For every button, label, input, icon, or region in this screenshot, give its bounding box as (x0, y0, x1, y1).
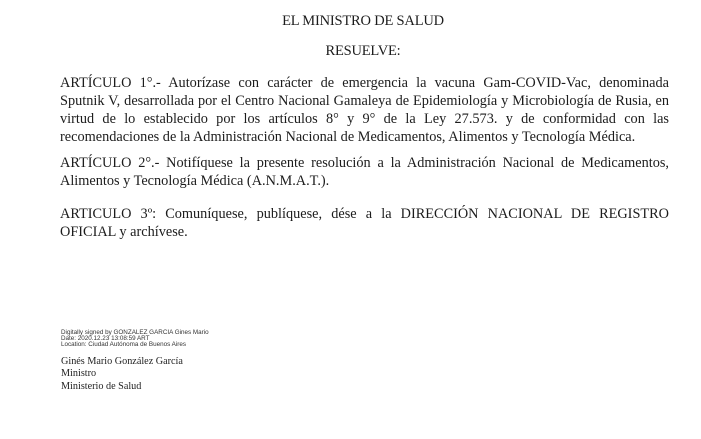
resolves-heading: RESUELVE: (325, 43, 401, 59)
signature-location: Location: Ciudad Autónoma de Buenos Aires (61, 341, 186, 348)
signature-signed-by: Digitally signed by GONZALEZ GARCIA Gines Mario (61, 329, 209, 336)
document-title: EL MINISTRO DE SALUD (282, 13, 444, 29)
signer-position: Ministro (61, 368, 97, 380)
digital-signature-block (61, 330, 209, 348)
article-2: ARTÍCULO 2°.- Notifíquese la presente resolución a la Administración Nacional de Medicamentos, Alimentos y Tecnología Médica (A.N.M.A.T.). (60, 155, 669, 189)
article-1: ARTÍCULO 1°.- Autorízase con carácter de emergencia la vacuna Gam-COVID-Vac, denominada Sputnik V, desarrollada por el Centro Nacional Gamaleya de Epidemiología y Microbiología de Rusia, en virtud de lo establecido por los artículos 8° y 9° de la Ley 27.573. y de conformidad con las recomendaciones de la Administración Nacional de Medicamentos, Alimentos y Tecnología Médica. (60, 75, 669, 145)
signer-block (61, 356, 183, 393)
signer-name: Ginés Mario González García (61, 356, 183, 367)
signer-organization: Ministerio de Salud (61, 380, 142, 392)
signature-date: Date: 2020.12.23 13:08:59 ART (61, 335, 150, 342)
article-3: ARTICULO 3º: Comuníquese, publíquese, dése a la DIRECCIÓN NACIONAL DE REGISTRO OFICIAL y archívese. (60, 206, 669, 240)
